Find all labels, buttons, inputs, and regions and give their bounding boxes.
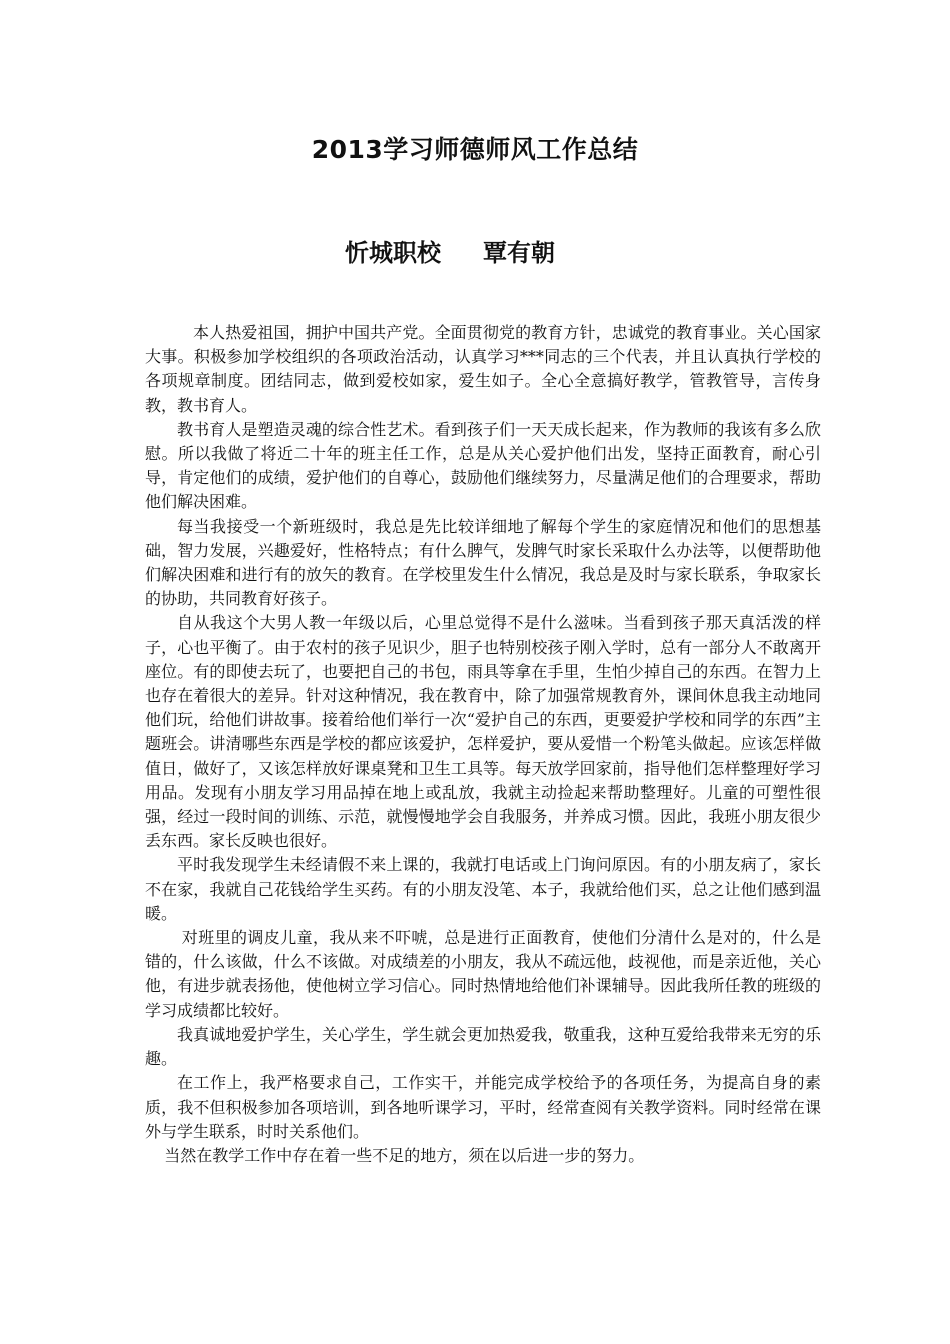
paragraph: 在工作上，我严格要求自己，工作实干，并能完成学校给予的各项任务，为提高自身的素质，我不但积极参加各项培训，到各地听课学习，平时，经常查阅有关教学资料。同时经常在课外与学生联系，时时关系他们。 [145, 1073, 821, 1141]
paragraph: 自从我这个大男人教一年级以后，心里总觉得不是什么滋味。当看到孩子那天真活泼的样子，心也平衡了。由于农村的孩子见识少，胆子也特别校孩子刚入学时，总有一部分人不敢离开座位。有的即使去玩了，也要把自己的书包，雨具等拿在手里，生怕少掉自己的东西。在智力上也存在着很大的差异。针对这种情况，我在教育中，除了加强常规教育外，课间休息我主动地同他们玩，给他们讲故事。接着给他们举行一次“爱护自己的东西，更要爱护学校和同学的东西”主题班会。讲清哪些东西是学校的都应该爱护，怎样爱护，要从爱惜一个粉笔头做起。应该怎样做值日，做好了，又该怎样放好课桌凳和卫生工具等。每天放学回家前，指导他们怎样整理好学习用品。发现有小朋友学习用品掉在地上或乱放，我就主动捡起来帮助整理好。儿童的可塑性很强，经过一段时间的训练、示范，就慢慢地学会自我服务，并养成习惯。因此，我班小朋友很少丢东西。家长反映也很好。 [145, 613, 821, 851]
paragraph: 平时我发现学生未经请假不来上课的，我就打电话或上门询问原因。有的小朋友病了，家长不在家，我就自己花钱给学生买药。有的小朋友没笔、本子，我就给他们买，总之让他们感到温暖。 [145, 855, 821, 923]
school-name: 忻城职校 [345, 239, 441, 267]
paragraph: 当然在教学工作中存在着一些不足的地方，须在以后进一步的努力。 [164, 1145, 645, 1165]
paragraph: 对班里的调皮儿童，我从来不吓唬，总是进行正面教育，使他们分清什么是对的，什么是错的，什么该做，什么不该做。对成绩差的小朋友，我从不疏远他，歧视他，而是亲近他，关心他，有进步就表扬他，使他树立学习信心。同时热情地给他们补课辅导。因此我所任教的班级的学习成绩都比较好。 [145, 928, 821, 1020]
document-title: 2013学习师德师风工作总结 [311, 135, 639, 164]
document-body [145, 321, 821, 1168]
paragraph: 我真诚地爱护学生，关心学生，学生就会更加热爱我，敬重我，这种互爱给我带来无穷的乐趣。 [145, 1024, 821, 1069]
author-line [345, 233, 555, 268]
paragraph: 本人热爱祖国，拥护中国共产党。全面贯彻党的教育方针，忠诚党的教育事业。关心国家大事。积极参加学校组织的各项政治活动，认真学习***同志的三个代表，并且认真执行学校的各项规章制度。团结同志，做到爱校如家，爱生如子。全心全意搞好教学，管教管导，言传身教，教书育人。 [145, 323, 821, 415]
paragraph: 每当我接受一个新班级时，我总是先比较详细地了解每个学生的家庭情况和他们的思想基础，智力发展，兴趣爱好，性格特点；有什么脾气，发脾气时家长采取什么办法等，以便帮助他们解决困难和进行有的放矢的教育。在学校里发生什么情况，我总是及时与家长联系，争取家长的协助，共同教育好孩子。 [145, 516, 821, 609]
paragraph: 教书育人是塑造灵魂的综合性艺术。看到孩子们一天天成长起来，作为教师的我该有多么欣慰。所以我做了将近二十年的班主任工作，总是从关心爱护他们出发，坚持正面教育，耐心引导，肯定他们的成绩，爱护他们的自尊心，鼓励他们继续努力，尽量满足他们的合理要求，帮助他们解决困难。 [145, 419, 821, 512]
author-name: 覃有朝 [483, 239, 555, 267]
